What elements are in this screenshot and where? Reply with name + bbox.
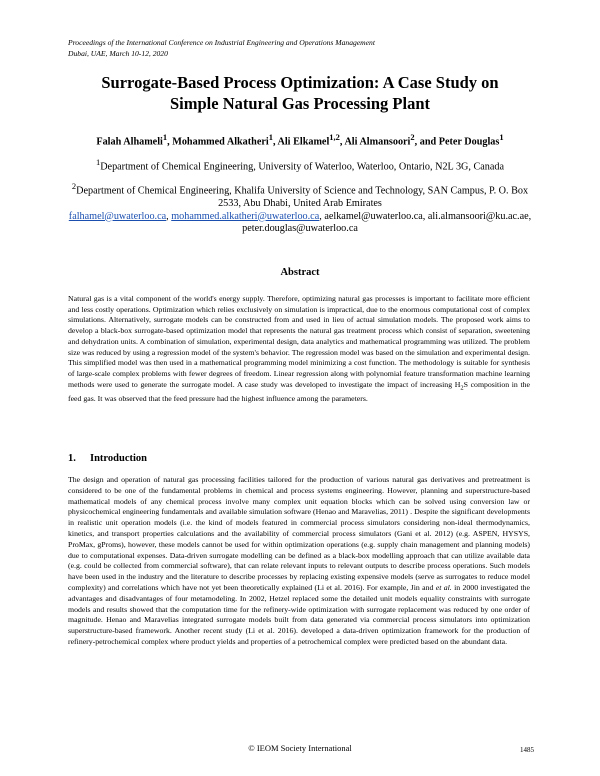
affiliation-1-text: Department of Chemical Engineering, University of Waterloo, Waterloo, Ontario, N2L 3G, Canada — [100, 161, 505, 173]
author-name: , and Peter Douglas — [414, 136, 500, 148]
introduction-text-part-1: The design and operation of natural gas processing facilities tailored for the production of various natural gas derivatives and pretreatment is considered to be one of the fundamental problems in chemical and process systems engineering. However, planning and superstructure-based mathematical models of any chemical process involve many complex unit equation blocks which can be solved using conversion law or physicochemical engineering fundamentals and available simulation software (Henao and Maravelias, 2011) . Despite the significant developments in realistic unit operation models (i.e. the kind of models featured in commercial process simulators considering non-ideal thermodynamics, kinetics, and transport properties calculations and the availability of commercial process simulators (Gani et al. 2012) (e.g. ASPEN, HYSYS, ProMax, gProms), however, these models cannot be used for within optimization operations (e.g. supply chain management and planning models) due to computational expenses. Data-driven surrogate modelling can be defined as a black-box modelling approach that can utilize available data (e.g. could be collected from commercial software), that can relate relevant inputs to relevant outputs to describe process operations. Such models have been used in the industry and the literature to describe processes by replacing existing expensive models (serve as surrogates to reduce model complexity) and correlations which have not yet been theoretically explained (Li et al. 2016). For example, Jin and — [68, 475, 530, 592]
abstract-heading: Abstract — [280, 267, 320, 278]
affiliation-mark: 2 — [71, 180, 77, 191]
conference-header — [68, 37, 538, 59]
title-line-2: Simple Natural Gas Processing Plant — [169, 94, 431, 113]
conference-location-date: Dubai, UAE, March 10-12, 2020 — [68, 49, 168, 58]
author-affiliation-mark: 1 — [162, 132, 168, 142]
author-name: Falah Alhameli — [96, 136, 163, 148]
email-separator: , — [166, 210, 172, 222]
author-affiliation-mark: 2 — [410, 132, 415, 142]
section-number: 1. — [68, 453, 76, 464]
introduction-paragraph — [68, 475, 530, 648]
page-number: 1485 — [520, 746, 534, 754]
author-emails — [62, 211, 538, 236]
email-link-alkatheri[interactable]: mohammed.alkatheri@uwaterloo.ca — [171, 210, 320, 222]
author-affiliation-mark: 1 — [268, 132, 273, 142]
affiliation-1 — [62, 156, 538, 174]
section-heading-introduction — [68, 453, 368, 464]
author-list — [68, 131, 532, 149]
email-list-rest: , aelkamel@uwaterloo.ca, ali.almansoori@ku.ac.ae, peter.douglas@uwaterloo.ca — [242, 210, 532, 235]
affiliation-mark: 1 — [95, 157, 101, 167]
author-affiliation-mark: 1 — [499, 132, 504, 142]
conference-name: Proceedings of the International Conference on Industrial Engineering and Operations Management — [68, 38, 375, 47]
abstract-text — [68, 294, 530, 405]
email-link-falhamel[interactable]: falhamel@uwaterloo.ca — [68, 210, 167, 222]
abstract-subscript: 2 — [460, 384, 464, 392]
author-name: , Mohammed Alkatheri — [167, 136, 269, 148]
introduction-text-part-2: in 2000 investigated the advantages and disadvantages of four metamodeling. In 2002, Hetzel replaced some the detailed unit models equality constraints with surrogate models and results showed that the computation time for the refinery-wide optimization with surrogate replacement was reduced by one order of magnitude. Henao and Maravelias integrated surrogate models built from data generated via commercial process simulators into optimization superstructure-based framework. Another recent study (Li et al. 2016). developed a data-driven optimization framework for the production of refinery-petrochemical complex where product yields and properties of a petrochemical complex were predicted based on the abundant data. — [68, 582, 530, 646]
author-name: , Ali Elkamel — [272, 136, 330, 148]
introduction-italic-etal: et al. — [435, 582, 452, 592]
paper-title — [60, 72, 540, 114]
abstract-text-part-2: S composition in the feed gas. It was observed that the feed pressure had the highest influence among the parameters. — [68, 379, 530, 403]
title-line-1: Surrogate-Based Process Optimization: A Case Study on — [101, 73, 499, 92]
author-name: , Ali Almansoori — [339, 136, 411, 148]
affiliations — [62, 156, 538, 236]
affiliation-2 — [62, 180, 538, 211]
footer-copyright: © IEOM Society International — [248, 743, 352, 753]
section-title: Introduction — [90, 453, 147, 464]
affiliation-2-text: Department of Chemical Engineering, Khalifa University of Science and Technology, SAN Campus, P. O. Box 2533, Abu Dhabi, United Arab Emirates — [76, 185, 529, 209]
abstract-text-part-1: Natural gas is a vital component of the world's energy supply. Therefore, optimizing natural gas processes is important to facilitate more efficient and less costly operations. Optimization which relies exclusively on simulation is impractical, due to the enormous computational cost of complex simulations. Alternatively, surrogate models can be constructed from and used in lieu of actual simulation models. The proposed work aims to develop a black-box surrogate-based optimization model that represents the natural gas treatment process which consist of separation, sweetening and dehydration units. A combination of simulation, experimental design, data analytics and mathematical programming was utilized. The problem size was reduced by using a regression model of the system's behavior. The regression model was based on the simulation and experimental design. This simplified model was then used in a mathematical programming model minimizing a cost function. The methodology is suitable for synthesis of large-scale complex problems with fewer degrees of freedom. Linear regression along with polynomial feature transformation machine learning methods were used to generate the surrogate model. A case study was developed to investigate the impact of increasing H — [68, 294, 530, 389]
author-affiliation-mark: 1,2 — [329, 132, 340, 142]
